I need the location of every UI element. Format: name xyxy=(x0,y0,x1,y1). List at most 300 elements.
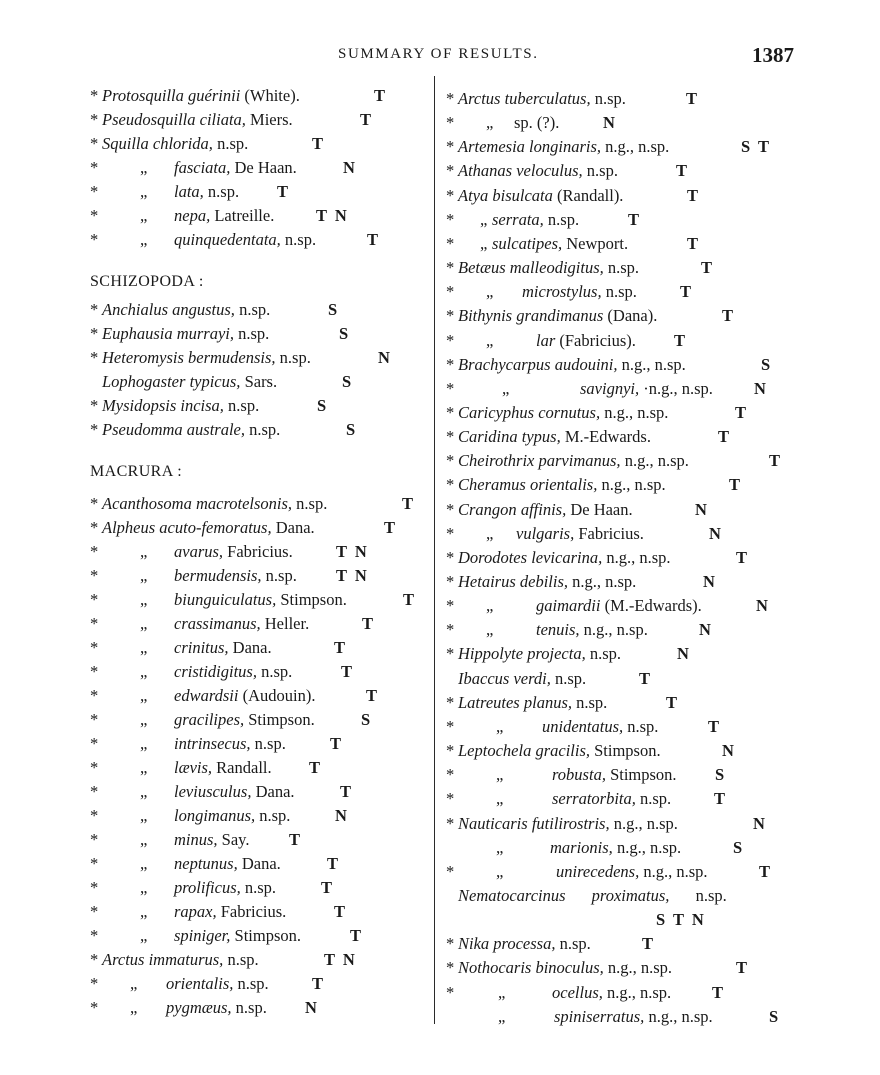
species-entry xyxy=(90,180,430,204)
authority: Stimpson. xyxy=(280,590,347,609)
taxon-name xyxy=(552,763,677,787)
locality-code: T N xyxy=(316,206,349,225)
species-entry xyxy=(446,739,791,763)
taxon-name xyxy=(458,425,651,449)
locality-code: T N xyxy=(324,950,357,969)
authority: Miers. xyxy=(250,110,293,129)
locality-code: T xyxy=(729,475,743,495)
species-entry xyxy=(446,184,791,208)
genus-name: Hippolyte xyxy=(458,644,524,664)
species-entry xyxy=(446,546,791,570)
taxon-name xyxy=(458,884,727,908)
species-entry xyxy=(446,763,791,787)
authority: Fabricius. xyxy=(227,542,293,561)
locality-code: S xyxy=(761,354,773,374)
authority: n.sp. xyxy=(576,692,608,712)
genus-name: Hetairus xyxy=(458,572,516,591)
authority: n.sp. xyxy=(586,161,618,181)
genus-name: Leptochela xyxy=(458,741,532,761)
authority: n.sp. xyxy=(695,885,727,905)
species-entry xyxy=(446,87,791,111)
species-entry xyxy=(90,780,430,804)
new-record-asterisk: * xyxy=(90,566,99,585)
species-entry xyxy=(446,594,791,618)
ditto-mark: „ xyxy=(140,734,148,753)
taxon-name xyxy=(542,715,658,739)
species-entry xyxy=(90,948,430,972)
genus-name: Artemesia xyxy=(458,137,525,157)
new-record-asterisk: * xyxy=(446,813,455,833)
authority: n.sp. xyxy=(605,282,637,302)
new-record-asterisk: * xyxy=(90,542,99,561)
taxon-name xyxy=(458,353,686,377)
authority: n.g., n.sp. xyxy=(621,354,686,374)
genus-name: Pseudosquilla xyxy=(102,110,196,129)
species-epithet: veloculus, xyxy=(516,161,583,181)
species-epithet: typicus, xyxy=(189,372,241,391)
locality-code: T N xyxy=(336,566,369,585)
species-epithet: longimanus, xyxy=(174,806,256,825)
species-entry xyxy=(446,642,791,666)
taxon-name xyxy=(458,956,672,980)
species-epithet: cornutus, xyxy=(538,402,601,422)
species-entry xyxy=(446,570,791,594)
locality-code: T xyxy=(712,982,726,1002)
new-record-asterisk: * xyxy=(90,158,99,177)
taxon-name xyxy=(174,588,347,612)
species-entry xyxy=(90,516,430,540)
authority: n.g., n.sp. xyxy=(604,402,669,422)
new-record-asterisk: * xyxy=(90,734,99,753)
taxon-name xyxy=(458,159,618,183)
species-epithet: verdi, xyxy=(513,668,551,688)
ditto-mark: „ xyxy=(140,662,148,681)
new-record-asterisk: * xyxy=(90,300,99,319)
locality-code: T xyxy=(312,974,326,993)
taxon-name xyxy=(174,804,290,828)
ditto-mark: „ xyxy=(140,854,148,873)
species-entry xyxy=(90,564,430,588)
taxon-name xyxy=(174,828,249,852)
new-record-asterisk: * xyxy=(446,765,455,785)
genus-name: Nika xyxy=(458,934,490,954)
species-entry xyxy=(90,540,430,564)
new-record-asterisk: * xyxy=(446,306,455,326)
genus-name: Athanas xyxy=(458,161,513,181)
taxon-name xyxy=(174,780,295,804)
species-epithet: unirecedens, xyxy=(556,861,640,881)
taxon-name xyxy=(516,522,644,546)
ditto-mark: „ xyxy=(140,710,148,729)
species-entry xyxy=(446,208,791,232)
authority: De Haan. xyxy=(570,499,633,519)
taxon-name xyxy=(174,684,315,708)
taxon-name xyxy=(174,852,281,876)
authority: Heller. xyxy=(264,614,310,633)
new-record-asterisk: * xyxy=(446,861,455,881)
species-entry xyxy=(446,787,791,811)
species-entry xyxy=(446,932,791,956)
species-epithet: microstylus, xyxy=(522,282,602,302)
species-entry xyxy=(90,876,430,900)
taxon-name xyxy=(174,900,286,924)
species-entry xyxy=(446,159,791,183)
species-epithet: spiniger, xyxy=(174,926,231,945)
ditto-mark: „ xyxy=(140,926,148,945)
taxon-name xyxy=(458,691,607,715)
locality-code: T xyxy=(360,110,374,129)
ditto-mark: „ xyxy=(140,230,148,249)
locality-code: S xyxy=(733,837,745,857)
new-record-asterisk: * xyxy=(90,830,99,849)
locality-code: S xyxy=(346,420,358,439)
species-entry xyxy=(90,108,430,132)
taxon-name xyxy=(458,667,586,691)
species-epithet: robusta, xyxy=(552,765,606,785)
species-epithet: gracilipes, xyxy=(174,710,245,729)
new-record-asterisk: * xyxy=(446,958,455,978)
locality-code: T N xyxy=(336,542,369,561)
locality-code: T xyxy=(321,878,335,897)
ditto-mark: „ xyxy=(140,590,148,609)
taxon-name xyxy=(492,232,628,256)
locality-code: S xyxy=(328,300,340,319)
taxon-name xyxy=(174,708,315,732)
taxon-name xyxy=(102,132,248,156)
genus-name: Caridina xyxy=(458,427,518,447)
new-record-asterisk: * xyxy=(446,934,455,954)
species-epithet: orientalis, xyxy=(529,475,598,495)
locality-code: N xyxy=(709,523,723,543)
authority: (M.-Edwards). xyxy=(604,596,702,616)
genus-name: Caricyphus xyxy=(458,402,535,422)
authority: n.sp. xyxy=(227,950,259,969)
species-epithet: nepa, xyxy=(174,206,211,225)
species-entry xyxy=(446,232,791,256)
running-header xyxy=(0,44,880,70)
new-record-asterisk: * xyxy=(446,378,455,398)
locality-code: T xyxy=(341,662,355,681)
species-entry xyxy=(90,684,430,708)
locality-code: N xyxy=(722,741,736,761)
taxon-name xyxy=(174,612,309,636)
new-record-asterisk: * xyxy=(446,692,455,712)
ditto-mark: „ xyxy=(140,830,148,849)
new-record-asterisk: * xyxy=(446,354,455,374)
locality-code: T xyxy=(666,692,680,712)
genus-name: Nematocarcinus xyxy=(458,885,566,905)
locality-code: S xyxy=(715,765,727,785)
species-epithet: bermudensis, xyxy=(188,348,276,367)
species-entry xyxy=(446,401,791,425)
species-epithet: acuto-femoratus, xyxy=(159,518,272,537)
authority: Dana. xyxy=(275,518,315,537)
locality-code: T xyxy=(384,518,398,537)
new-record-asterisk: * xyxy=(90,902,99,921)
taxon-name xyxy=(458,401,668,425)
ditto-mark: „ xyxy=(486,620,494,640)
species-epithet: australe, xyxy=(186,420,245,439)
taxon-name xyxy=(458,184,623,208)
locality-code: S xyxy=(769,1006,781,1026)
taxon-name xyxy=(552,787,671,811)
taxon-name xyxy=(458,256,639,280)
locality-code: N xyxy=(378,348,392,367)
authority: Stimpson. xyxy=(594,741,661,761)
species-epithet: quinquedentata, xyxy=(174,230,281,249)
new-record-asterisk: * xyxy=(446,451,455,471)
taxon-name xyxy=(166,972,269,996)
genus-name: Latreutes xyxy=(458,692,520,712)
taxon-name xyxy=(580,377,713,401)
ditto-mark: „ xyxy=(486,523,494,543)
species-entry xyxy=(90,804,430,828)
locality-code: T xyxy=(687,233,701,253)
species-epithet: ocellus, xyxy=(552,982,603,1002)
taxon-name xyxy=(102,394,259,418)
new-record-asterisk: * xyxy=(90,782,99,801)
locality-code: T xyxy=(680,282,694,302)
locality-code: T xyxy=(628,209,642,229)
ditto-mark: „ xyxy=(480,233,488,253)
new-record-asterisk: * xyxy=(90,590,99,609)
taxon-name xyxy=(458,135,669,159)
species-epithet: lar xyxy=(536,330,556,350)
new-record-asterisk: * xyxy=(90,182,99,201)
taxon-name xyxy=(166,996,267,1020)
species-epithet: serrata, xyxy=(492,209,544,229)
ditto-mark: „ xyxy=(496,861,504,881)
locality-code: N xyxy=(695,499,709,519)
genus-name: Cheirothrix xyxy=(458,451,535,471)
new-record-asterisk: * xyxy=(90,758,99,777)
authority: Dana. xyxy=(232,638,272,657)
ditto-mark: „ xyxy=(502,378,510,398)
species-entry xyxy=(446,449,791,473)
genus-name: Euphausia xyxy=(102,324,173,343)
species-epithet: tenuis, xyxy=(536,620,580,640)
authority: n.sp. xyxy=(261,662,293,681)
genus-name: Betæus xyxy=(458,258,506,278)
new-record-asterisk: * xyxy=(446,402,455,422)
new-record-asterisk: * xyxy=(90,206,99,225)
new-record-asterisk: * xyxy=(90,348,99,367)
ditto-mark: „ xyxy=(140,182,148,201)
species-entry xyxy=(90,370,430,394)
new-record-asterisk: * xyxy=(446,620,455,640)
species-entry xyxy=(446,956,791,980)
locality-code: T xyxy=(759,861,773,881)
new-record-asterisk: * xyxy=(446,547,455,567)
authority: Randall. xyxy=(216,758,272,777)
species-epithet: gaimardii xyxy=(536,596,601,616)
species-entry xyxy=(90,346,430,370)
taxon-name xyxy=(458,739,661,763)
locality-code: N xyxy=(703,572,717,591)
species-entry xyxy=(90,636,430,660)
authority: Stimpson. xyxy=(248,710,315,729)
taxon-name xyxy=(102,370,277,394)
taxon-name xyxy=(522,280,637,304)
species-epithet: prolificus, xyxy=(174,878,241,897)
taxon-name xyxy=(458,87,626,111)
authority: n.sp. xyxy=(238,324,270,343)
new-record-asterisk: * xyxy=(90,518,99,537)
authority: n.sp. xyxy=(207,182,240,201)
species-epithet: immaturus, xyxy=(148,950,224,969)
genus-name: Atya xyxy=(458,185,489,205)
species-epithet: debilis, xyxy=(519,572,568,591)
species-epithet: rapax, xyxy=(174,902,217,921)
species-epithet: pygmæus, xyxy=(166,998,232,1017)
species-entry xyxy=(446,377,791,401)
genus-name: Dorodotes xyxy=(458,547,528,567)
authority: Say. xyxy=(221,830,250,849)
new-record-asterisk: * xyxy=(90,806,99,825)
locality-code: N xyxy=(343,158,357,177)
locality-code: S T xyxy=(741,137,772,157)
locality-code: T xyxy=(277,182,291,201)
species-entry xyxy=(90,900,430,924)
new-record-asterisk: * xyxy=(446,113,455,133)
new-record-asterisk: * xyxy=(446,161,455,181)
authority: n.g., n.sp. xyxy=(572,572,637,591)
authority: n.sp. xyxy=(228,396,260,415)
authority: (White). xyxy=(244,86,300,105)
locality-code: S xyxy=(339,324,351,343)
taxon-name xyxy=(458,449,689,473)
ditto-mark: „ xyxy=(130,998,138,1017)
species-entry xyxy=(446,667,791,691)
species-epithet: malleodigitus, xyxy=(509,258,604,278)
species-epithet: typus, xyxy=(521,427,561,447)
authority: n.sp. xyxy=(640,789,672,809)
authority: n.sp. xyxy=(594,89,626,108)
section-heading: SCHIZOPODA : xyxy=(90,273,204,290)
genus-name: Pseudomma xyxy=(102,420,183,439)
species-epithet: serratorbita, xyxy=(552,789,636,809)
ditto-mark: „ xyxy=(498,1006,506,1026)
taxon-name xyxy=(102,418,280,442)
species-entry xyxy=(90,924,430,948)
authority: n.sp. xyxy=(555,668,587,688)
species-entry xyxy=(90,394,430,418)
new-record-asterisk: * xyxy=(446,258,455,278)
new-record-asterisk: * xyxy=(90,494,99,513)
species-entry xyxy=(90,660,430,684)
species-epithet: chlorida, xyxy=(152,134,213,153)
species-epithet: vulgaris, xyxy=(516,523,575,543)
new-record-asterisk: * xyxy=(90,134,99,153)
genus-name: Arctus xyxy=(458,89,501,108)
ditto-mark: „ xyxy=(140,878,148,897)
taxon-name xyxy=(102,948,259,972)
species-entry xyxy=(446,908,791,932)
new-record-asterisk: * xyxy=(446,716,455,736)
locality-code: T xyxy=(639,668,653,688)
species-epithet: murrayi, xyxy=(176,324,235,343)
authority: n.g., n.sp. xyxy=(583,620,648,640)
genus-name: Alpheus xyxy=(102,518,156,537)
authority: n.g., n.sp. xyxy=(613,813,678,833)
species-entry xyxy=(446,836,791,860)
genus-name: Nauticaris xyxy=(458,813,528,833)
species-epithet: parvimanus, xyxy=(538,451,621,471)
ditto-mark: „ xyxy=(140,902,148,921)
taxon-name xyxy=(552,981,671,1005)
ditto-mark: „ xyxy=(140,758,148,777)
locality-code: T xyxy=(736,958,750,978)
species-epithet: incisa, xyxy=(180,396,224,415)
authority: n.g., n.sp. xyxy=(607,982,672,1002)
ditto-mark: „ xyxy=(140,566,148,585)
species-epithet: proximatus, xyxy=(591,885,670,905)
locality-code: T xyxy=(330,734,344,753)
species-epithet: processa, xyxy=(493,934,556,954)
ditto-mark: „ xyxy=(496,789,504,809)
genus-name: Ibaccus xyxy=(458,668,510,688)
new-record-asterisk: * xyxy=(446,209,455,229)
genus-name: Mysidopsis xyxy=(102,396,177,415)
species-epithet: lævis, xyxy=(174,758,213,777)
authority: De Haan. xyxy=(234,158,297,177)
species-entry xyxy=(90,84,430,108)
authority: n.sp. xyxy=(589,644,621,664)
locality-code: T xyxy=(374,86,388,105)
locality-code: S T N xyxy=(656,910,706,930)
species-epithet: lata, xyxy=(174,182,204,201)
new-record-asterisk: * xyxy=(90,110,99,129)
taxon-name xyxy=(458,642,621,666)
authority: n.sp. xyxy=(239,300,271,319)
species-entry xyxy=(446,304,791,328)
authority: n.g., n.sp. xyxy=(643,861,708,881)
species-entry xyxy=(446,618,791,642)
locality-code: N xyxy=(699,620,713,640)
authority: Dana. xyxy=(241,854,281,873)
species-entry xyxy=(90,972,430,996)
species-entry xyxy=(90,852,430,876)
species-epithet: unidentatus, xyxy=(542,716,624,736)
species-entry xyxy=(446,329,791,353)
ditto-mark: „ xyxy=(486,330,494,350)
new-record-asterisk: * xyxy=(90,420,99,439)
column-divider xyxy=(434,76,435,1024)
species-entry xyxy=(446,256,791,280)
taxon-name xyxy=(174,876,276,900)
locality-code: N xyxy=(335,806,349,825)
new-record-asterisk: * xyxy=(90,878,99,897)
page-number: 1387 xyxy=(752,43,794,67)
taxon-name xyxy=(458,473,666,497)
authority: n.sp. xyxy=(237,974,269,993)
locality-code: N xyxy=(753,813,767,833)
new-record-asterisk: * xyxy=(90,662,99,681)
new-record-asterisk: * xyxy=(90,86,99,105)
authority: n.sp. xyxy=(559,934,591,954)
species-epithet: biunguiculatus, xyxy=(174,590,277,609)
new-record-asterisk: * xyxy=(90,926,99,945)
taxon-name xyxy=(102,298,270,322)
species-epithet: cristidigitus, xyxy=(174,662,257,681)
species-epithet: bermudensis, xyxy=(174,566,262,585)
taxon-name xyxy=(458,932,591,956)
species-epithet: ciliata, xyxy=(199,110,246,129)
ditto-mark: „ xyxy=(486,113,494,133)
new-record-asterisk: * xyxy=(90,686,99,705)
locality-code: T xyxy=(350,926,364,945)
genus-name: Heteromysis xyxy=(102,348,184,367)
